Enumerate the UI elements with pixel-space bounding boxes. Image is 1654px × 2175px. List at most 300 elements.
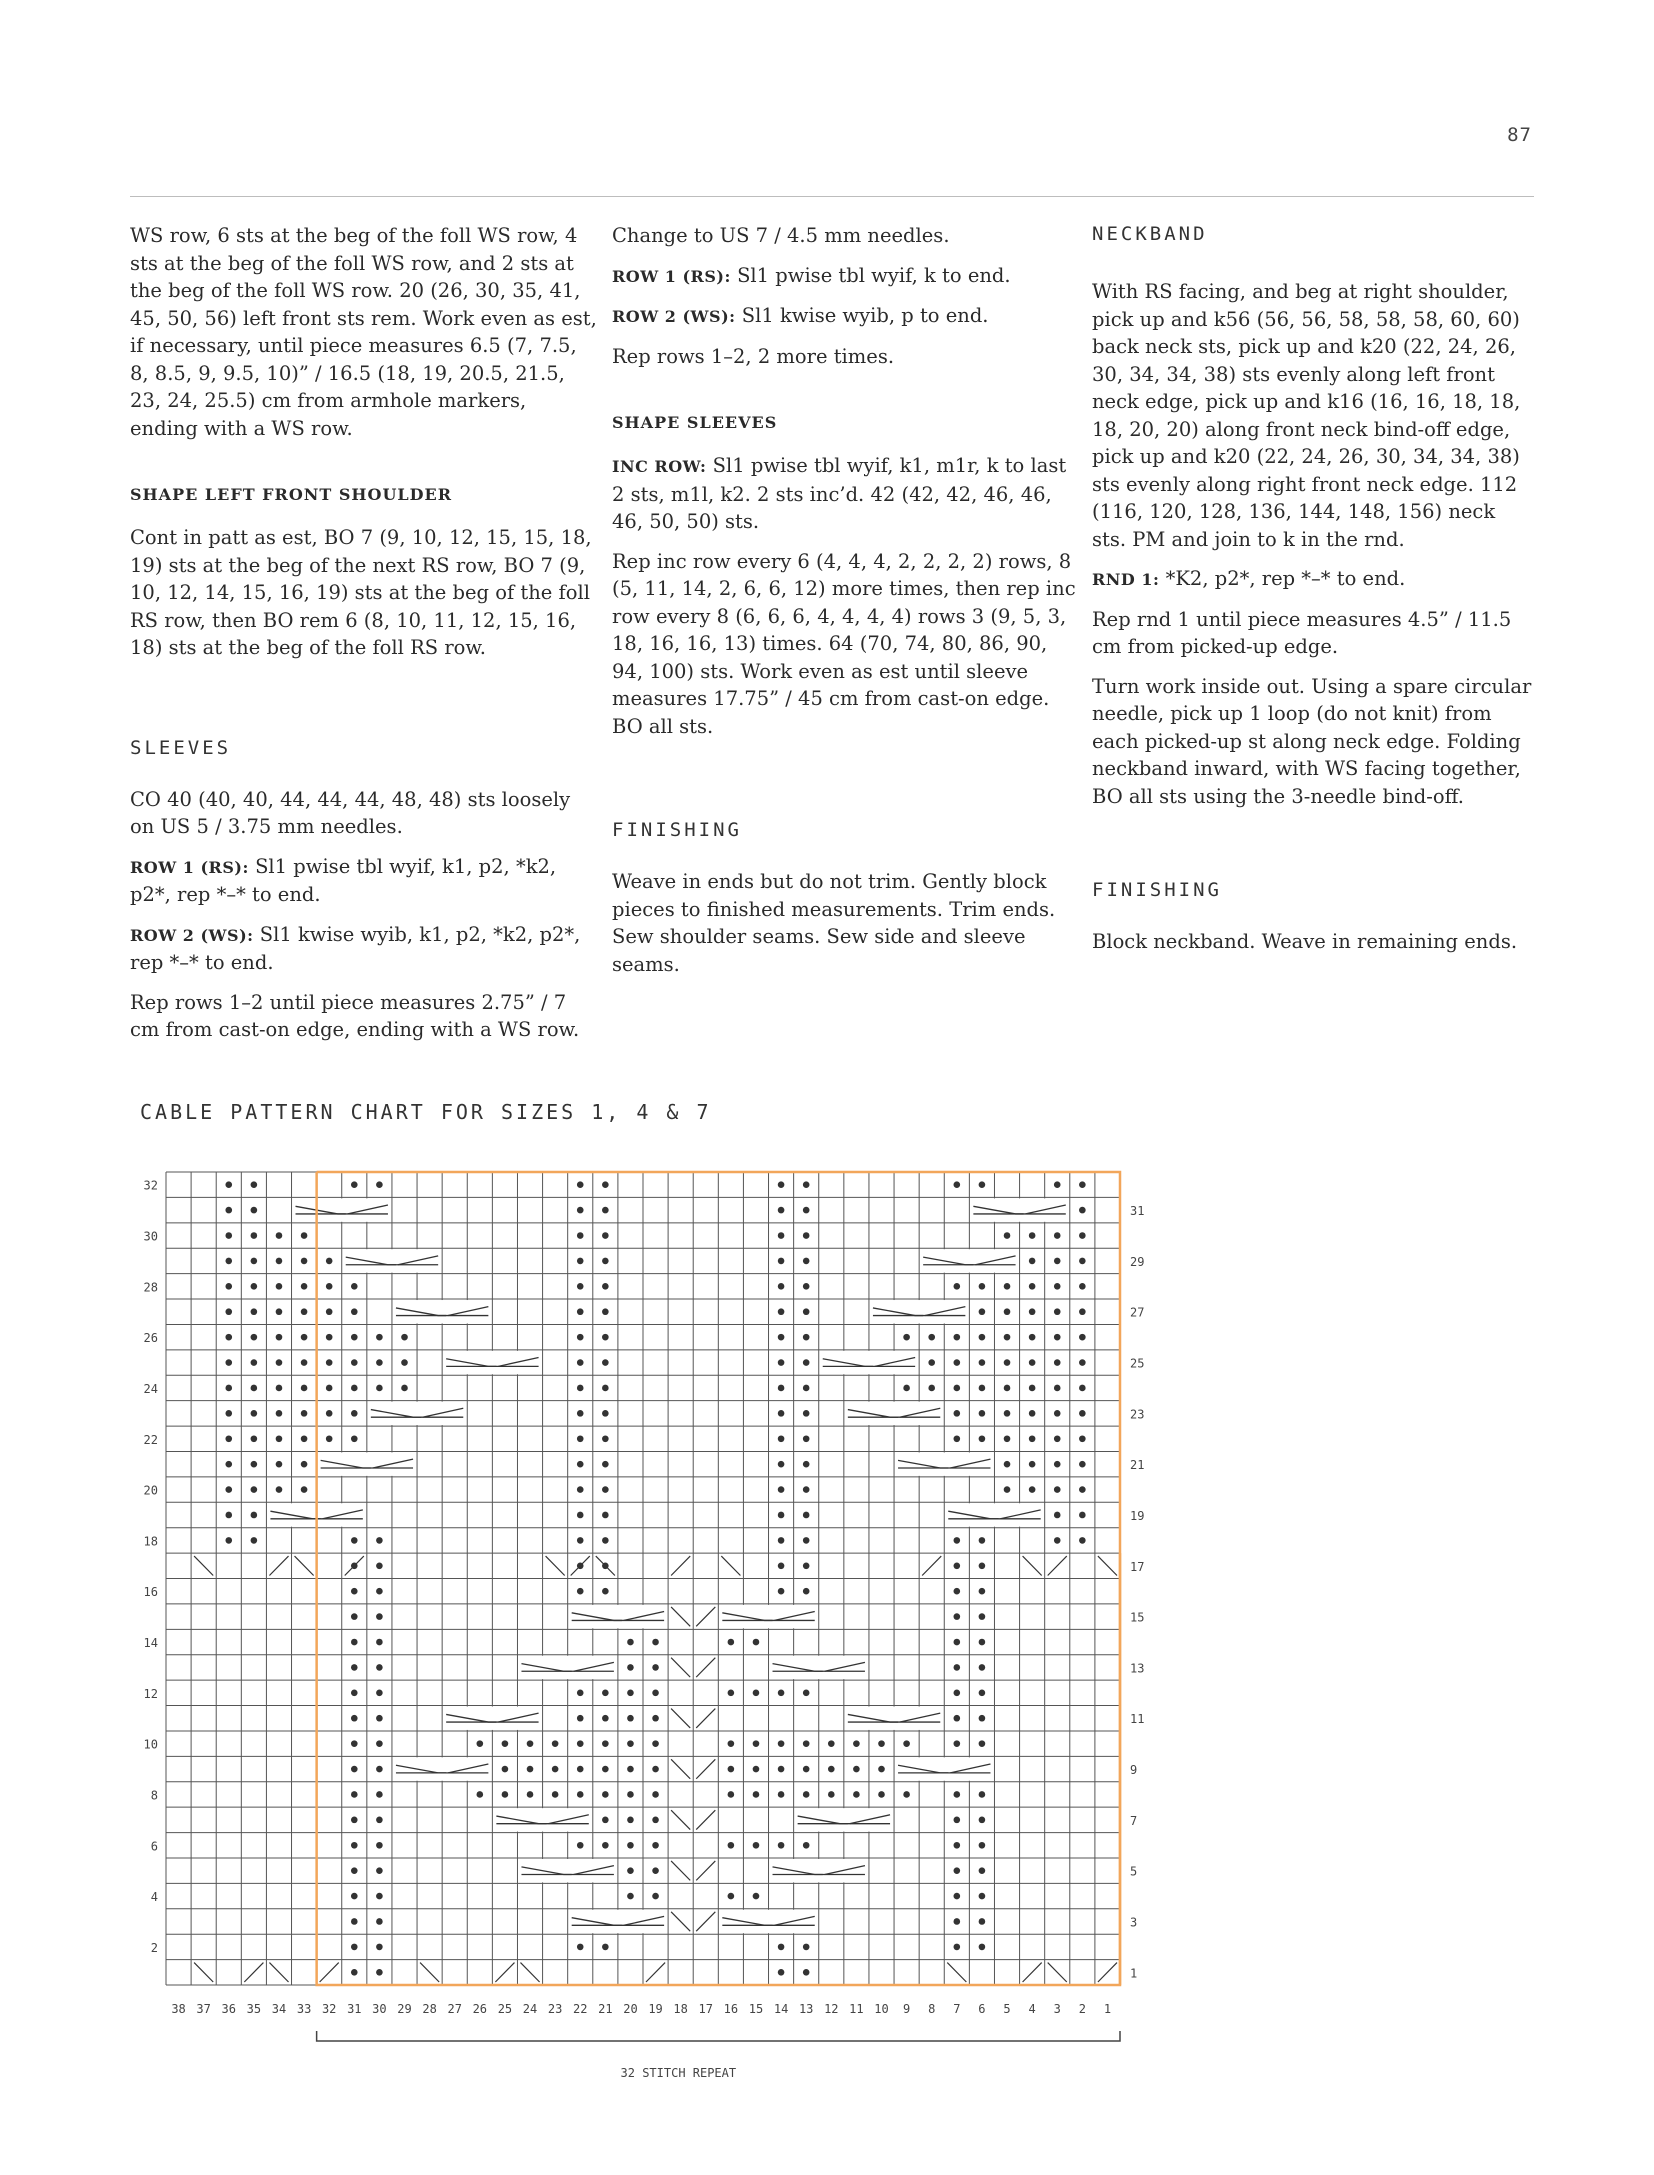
twist-mark [671, 1810, 690, 1829]
purl-dot [803, 1181, 810, 1188]
purl-dot [803, 1486, 810, 1493]
purl-dot [577, 1359, 584, 1366]
purl-dot [778, 1512, 785, 1519]
purl-dot [376, 1791, 383, 1798]
purl-dot [828, 1740, 835, 1747]
purl-dot [577, 1842, 584, 1849]
purl-dot [351, 1334, 358, 1341]
purl-dot [803, 1308, 810, 1315]
purl-dot [376, 1359, 383, 1366]
purl-dot [753, 1740, 760, 1747]
row-label: INC ROW: [612, 457, 707, 476]
twist-mark [495, 1963, 514, 1982]
body-paragraph: Rep rnd 1 until piece measures 4.5” / 11.5 cm from picked-up edge. [1092, 607, 1512, 658]
purl-dot [225, 1207, 232, 1214]
column-number: 29 [397, 2002, 412, 2016]
purl-dot [652, 1893, 659, 1900]
purl-dot [301, 1410, 308, 1417]
purl-dot [552, 1740, 559, 1747]
purl-dot [251, 1181, 258, 1188]
purl-dot [301, 1232, 308, 1239]
section-heading: SLEEVES [130, 736, 232, 759]
purl-dot [1004, 1308, 1011, 1315]
section-heading: FINISHING [1092, 879, 1222, 901]
purl-dot [627, 1893, 634, 1900]
purl-dot [778, 1461, 785, 1468]
cable-cell-bg [795, 1808, 893, 1831]
purl-dot [979, 1334, 986, 1341]
purl-dot [778, 1435, 785, 1442]
purl-dot [853, 1766, 860, 1773]
purl-dot [351, 1817, 358, 1824]
purl-dot [276, 1232, 283, 1239]
purl-dot [351, 1715, 358, 1722]
purl-dot [351, 1588, 358, 1595]
purl-dot [577, 1283, 584, 1290]
twist-mark [671, 1912, 690, 1931]
body-paragraph: Change to US 7 / 4.5 mm needles. [612, 224, 950, 247]
cable-cell-bg [845, 1402, 943, 1425]
purl-dot [1079, 1258, 1086, 1265]
purl-dot [1079, 1486, 1086, 1493]
purl-dot [251, 1385, 258, 1392]
row-number-left: 20 [143, 1483, 158, 1498]
purl-dot [979, 1359, 986, 1366]
purl-dot [979, 1867, 986, 1874]
cable-cell-bg [770, 1656, 868, 1679]
purl-dot [1054, 1537, 1061, 1544]
purl-dot [778, 1562, 785, 1569]
purl-dot [1079, 1461, 1086, 1468]
purl-dot [778, 1232, 785, 1239]
purl-dot [778, 1334, 785, 1341]
purl-dot [276, 1334, 283, 1341]
purl-dot [778, 1486, 785, 1493]
purl-dot [652, 1715, 659, 1722]
purl-dot [778, 1207, 785, 1214]
purl-dot [954, 1435, 961, 1442]
purl-dot [878, 1740, 885, 1747]
purl-dot [376, 1867, 383, 1874]
purl-dot [979, 1588, 986, 1595]
twist-mark [269, 1963, 288, 1982]
purl-dot [803, 1588, 810, 1595]
body-paragraph: With RS facing, and beg at right shoulder, pick up and k56 (56, 56, 58, 58, 58, 60, 60) back neck sts, pick up and k20 (22, 24, 26, 30, 34, 34, 38) sts evenly along left front neck edge, pick up and k16 (16, 16, 18, 18, 18, 20, 20) along front neck bind-off edge, pick up and k20 (22, 24, 26, 30, 34, 34, 38) sts evenly along right front neck edge. 112 (116, 120, 128, 136, 144, 148, 156) neck sts. PM and join to k in the rnd. [1092, 280, 1521, 551]
purl-dot [602, 1308, 609, 1315]
purl-dot [251, 1435, 258, 1442]
purl-dot [803, 1562, 810, 1569]
purl-dot [251, 1258, 258, 1265]
purl-dot [502, 1740, 509, 1747]
purl-dot [627, 1842, 634, 1849]
section-heading: FINISHING [612, 819, 742, 841]
column-number: 21 [598, 2002, 613, 2016]
cable-cell-bg [518, 1859, 616, 1882]
cable-cell-bg [368, 1402, 466, 1425]
purl-dot [1029, 1308, 1036, 1315]
purl-dot [803, 1385, 810, 1392]
row-number-right: 21 [1130, 1458, 1145, 1473]
twist-mark [345, 1556, 364, 1575]
purl-dot [778, 1588, 785, 1595]
purl-dot [979, 1690, 986, 1697]
purl-dot [1029, 1435, 1036, 1442]
purl-dot [552, 1791, 559, 1798]
row-number-left: 18 [143, 1534, 158, 1549]
purl-dot [778, 1791, 785, 1798]
purl-dot [326, 1359, 333, 1366]
purl-dot [928, 1359, 935, 1366]
row-number-right: 15 [1130, 1610, 1145, 1625]
purl-dot [577, 1944, 584, 1951]
purl-dot [753, 1791, 760, 1798]
purl-dot [276, 1308, 283, 1315]
purl-dot [602, 1690, 609, 1697]
row-number-left: 16 [143, 1585, 158, 1600]
purl-dot [979, 1842, 986, 1849]
purl-dot [627, 1791, 634, 1798]
purl-dot [351, 1537, 358, 1544]
purl-dot [225, 1486, 232, 1493]
column-number: 31 [347, 2002, 362, 2016]
purl-dot [753, 1893, 760, 1900]
purl-dot [1029, 1334, 1036, 1341]
cable-cell-bg [719, 1910, 817, 1933]
purl-dot [276, 1385, 283, 1392]
repeat-label: 32 STITCH REPEAT [620, 2066, 737, 2080]
purl-dot [652, 1664, 659, 1671]
row-number-left: 4 [150, 1890, 158, 1905]
purl-dot [778, 1283, 785, 1290]
purl-dot [1054, 1334, 1061, 1341]
purl-dot [979, 1435, 986, 1442]
purl-dot [276, 1435, 283, 1442]
purl-dot [954, 1690, 961, 1697]
twist-mark [194, 1556, 213, 1575]
purl-dot [602, 1410, 609, 1417]
cable-cell-bg [945, 1503, 1043, 1526]
section-heading: SHAPE LEFT FRONT SHOULDER [130, 485, 453, 504]
twist-mark [571, 1556, 590, 1575]
purl-dot [251, 1359, 258, 1366]
purl-dot [979, 1817, 986, 1824]
purl-dot [225, 1258, 232, 1265]
column-number: 24 [522, 2002, 538, 2016]
column-number: 36 [221, 2002, 236, 2016]
column-number: 17 [698, 2002, 713, 2016]
row-number-left: 6 [150, 1839, 158, 1854]
purl-dot [1079, 1207, 1086, 1214]
purl-dot [225, 1435, 232, 1442]
purl-dot [577, 1410, 584, 1417]
repeat-bracket [317, 2031, 1120, 2041]
row-number-right: 7 [1130, 1813, 1138, 1828]
purl-dot [577, 1715, 584, 1722]
purl-dot [1079, 1537, 1086, 1544]
purl-dot [1079, 1308, 1086, 1315]
purl-dot [1054, 1486, 1061, 1493]
body-paragraph: Rep inc row every 6 (4, 4, 4, 2, 2, 2, 2) rows, 8 (5, 11, 14, 2, 6, 6, 12) more times, then rep inc row every 8 (6, 6, 6, 4, 4, 4, 4) rows 3 (9, 5, 3, 18, 16, 16, 13) times. 64 (70, 74, 80, 86, 90, 94, 100) sts. Work even as est until sleeve measures 17.75” / 45 cm from cast-on edge. BO all sts. [612, 549, 1076, 738]
purl-dot [979, 1715, 986, 1722]
column-number: 32 [321, 2002, 337, 2016]
purl-dot [1029, 1232, 1036, 1239]
purl-dot [728, 1893, 735, 1900]
purl-dot [828, 1766, 835, 1773]
purl-dot [903, 1791, 910, 1798]
purl-dot [954, 1181, 961, 1188]
purl-dot [401, 1334, 408, 1341]
purl-dot [577, 1690, 584, 1697]
purl-dot [552, 1766, 559, 1773]
row-number-right: 17 [1130, 1559, 1145, 1574]
column-number: 3 [1053, 2002, 1061, 2016]
column-number: 4 [1028, 2002, 1036, 2016]
purl-dot [225, 1232, 232, 1239]
purl-dot [376, 1664, 383, 1671]
purl-dot [778, 1842, 785, 1849]
twist-mark [696, 1912, 715, 1931]
purl-dot [778, 1944, 785, 1951]
purl-dot [1079, 1181, 1086, 1188]
purl-dot [351, 1766, 358, 1773]
purl-dot [351, 1969, 358, 1976]
purl-dot [351, 1308, 358, 1315]
purl-dot [602, 1791, 609, 1798]
body-paragraph: WS row, 6 sts at the beg of the foll WS row, 4 sts at the beg of the foll WS row, and 2 sts at the beg of the foll WS row. 20 (26, 30, 35, 41, 45, 50, 56) left front sts rem. Work even as est, if necessary, until piece measures 6.5 (7, 7.5, 8, 8.5, 9, 9.5, 10)” / 16.5 (18, 19, 20.5, 21.5, 23, 24, 25.5) cm from armhole markers, ending with a WS row. [130, 224, 597, 440]
cable-cell-bg [318, 1452, 416, 1475]
purl-dot [326, 1308, 333, 1315]
purl-dot [979, 1613, 986, 1620]
cable-cell-bg [970, 1198, 1068, 1221]
purl-dot [351, 1613, 358, 1620]
purl-dot [778, 1410, 785, 1417]
purl-dot [728, 1766, 735, 1773]
section-heading: SHAPE SLEEVES [612, 413, 778, 432]
twist-mark [696, 1810, 715, 1829]
twist-mark [269, 1556, 288, 1575]
purl-dot [251, 1410, 258, 1417]
purl-dot [1079, 1359, 1086, 1366]
purl-dot [376, 1766, 383, 1773]
purl-dot [1054, 1283, 1061, 1290]
column-number: 20 [623, 2002, 638, 2016]
twist-mark [922, 1556, 941, 1575]
purl-dot [954, 1817, 961, 1824]
purl-dot [502, 1791, 509, 1798]
purl-dot [803, 1969, 810, 1976]
purl-dot [652, 1817, 659, 1824]
purl-dot [502, 1766, 509, 1773]
cable-cell-bg [770, 1859, 868, 1882]
purl-dot [577, 1766, 584, 1773]
purl-dot [1054, 1359, 1061, 1366]
purl-dot [351, 1740, 358, 1747]
purl-dot [326, 1334, 333, 1341]
purl-dot [351, 1791, 358, 1798]
column-number: 25 [497, 2002, 513, 2016]
purl-dot [602, 1588, 609, 1595]
purl-dot [1004, 1283, 1011, 1290]
purl-dot [376, 1715, 383, 1722]
purl-dot [351, 1690, 358, 1697]
purl-dot [778, 1690, 785, 1697]
purl-dot [803, 1766, 810, 1773]
row-number-right: 3 [1130, 1915, 1138, 1930]
purl-dot [903, 1334, 910, 1341]
purl-dot [376, 1969, 383, 1976]
column-number: 33 [296, 2002, 312, 2016]
column-number: 26 [472, 2002, 488, 2016]
purl-dot [778, 1740, 785, 1747]
row-number-left: 22 [143, 1432, 158, 1447]
purl-dot [1004, 1461, 1011, 1468]
cable-cell-bg [895, 1452, 993, 1475]
purl-dot [527, 1791, 534, 1798]
purl-dot [979, 1181, 986, 1188]
row-number-left: 2 [150, 1940, 158, 1955]
twist-mark [696, 1709, 715, 1728]
cable-cell-bg [293, 1198, 391, 1221]
purl-dot [276, 1486, 283, 1493]
purl-dot [376, 1842, 383, 1849]
purl-dot [577, 1308, 584, 1315]
purl-dot [351, 1639, 358, 1646]
purl-dot [627, 1766, 634, 1773]
purl-dot [577, 1486, 584, 1493]
purl-dot [1004, 1232, 1011, 1239]
purl-dot [753, 1690, 760, 1697]
twist-mark [1098, 1963, 1117, 1982]
purl-dot [351, 1944, 358, 1951]
purl-dot [602, 1435, 609, 1442]
purl-dot [753, 1766, 760, 1773]
purl-dot [979, 1537, 986, 1544]
purl-dot [577, 1258, 584, 1265]
twist-mark [671, 1658, 690, 1677]
column-number: 12 [824, 2002, 839, 2016]
purl-dot [251, 1207, 258, 1214]
purl-dot [376, 1944, 383, 1951]
twist-mark [1048, 1556, 1067, 1575]
purl-dot [251, 1512, 258, 1519]
purl-dot [225, 1308, 232, 1315]
row-label: RND 1: [1092, 570, 1160, 589]
purl-dot [627, 1817, 634, 1824]
purl-dot [602, 1385, 609, 1392]
purl-dot [627, 1715, 634, 1722]
purl-dot [225, 1334, 232, 1341]
purl-dot [627, 1740, 634, 1747]
page-number: 87 [1507, 124, 1532, 146]
row-number-right: 29 [1130, 1254, 1145, 1269]
purl-dot [602, 1537, 609, 1544]
purl-dot [954, 1562, 961, 1569]
purl-dot [602, 1232, 609, 1239]
purl-dot [728, 1690, 735, 1697]
row-number-left: 8 [150, 1788, 158, 1803]
purl-dot [778, 1308, 785, 1315]
purl-dot [1079, 1334, 1086, 1341]
twist-mark [320, 1963, 339, 1982]
twist-mark [671, 1759, 690, 1778]
purl-dot [728, 1740, 735, 1747]
purl-dot [652, 1740, 659, 1747]
purl-dot [225, 1181, 232, 1188]
row-number-right: 23 [1130, 1407, 1145, 1422]
purl-dot [979, 1562, 986, 1569]
purl-dot [376, 1537, 383, 1544]
twist-mark [1023, 1963, 1042, 1982]
purl-dot [401, 1385, 408, 1392]
purl-dot [1079, 1385, 1086, 1392]
purl-dot [954, 1537, 961, 1544]
column-number: 14 [773, 2002, 789, 2016]
body-paragraph: Block neckband. Weave in remaining ends. [1092, 930, 1518, 953]
twist-mark [1048, 1963, 1067, 1982]
twist-mark [721, 1556, 740, 1575]
row-number-right: 31 [1130, 1204, 1145, 1219]
purl-dot [652, 1766, 659, 1773]
purl-dot [979, 1385, 986, 1392]
purl-dot [1079, 1435, 1086, 1442]
purl-dot [301, 1385, 308, 1392]
purl-dot [954, 1410, 961, 1417]
purl-dot [979, 1410, 986, 1417]
purl-dot [351, 1359, 358, 1366]
twist-mark [671, 1861, 690, 1880]
purl-dot [326, 1410, 333, 1417]
row-number-left: 10 [143, 1737, 158, 1752]
purl-dot [1004, 1486, 1011, 1493]
column-number: 18 [673, 2002, 688, 2016]
purl-dot [351, 1435, 358, 1442]
purl-dot [1004, 1385, 1011, 1392]
twist-mark [696, 1861, 715, 1880]
purl-dot [376, 1385, 383, 1392]
cable-cell-bg [343, 1249, 441, 1272]
purl-dot [1029, 1461, 1036, 1468]
purl-dot [602, 1766, 609, 1773]
purl-dot [954, 1715, 961, 1722]
purl-dot [803, 1232, 810, 1239]
purl-dot [803, 1207, 810, 1214]
purl-dot [954, 1283, 961, 1290]
row-number-right: 9 [1130, 1763, 1138, 1778]
purl-dot [778, 1359, 785, 1366]
purl-dot [225, 1385, 232, 1392]
purl-dot [1029, 1359, 1036, 1366]
purl-dot [954, 1867, 961, 1874]
purl-dot [1004, 1435, 1011, 1442]
purl-dot [301, 1435, 308, 1442]
purl-dot [577, 1181, 584, 1188]
purl-dot [954, 1613, 961, 1620]
purl-dot [225, 1283, 232, 1290]
purl-dot [376, 1334, 383, 1341]
purl-dot [1054, 1461, 1061, 1468]
purl-dot [577, 1461, 584, 1468]
purl-dot [301, 1258, 308, 1265]
purl-dot [627, 1690, 634, 1697]
purl-dot [276, 1283, 283, 1290]
purl-dot [577, 1512, 584, 1519]
cable-cell-bg [895, 1757, 993, 1780]
purl-dot [979, 1639, 986, 1646]
row-label: ROW 1 (RS): [612, 266, 731, 286]
purl-dot [351, 1893, 358, 1900]
purl-dot [351, 1918, 358, 1925]
purl-dot [301, 1486, 308, 1493]
